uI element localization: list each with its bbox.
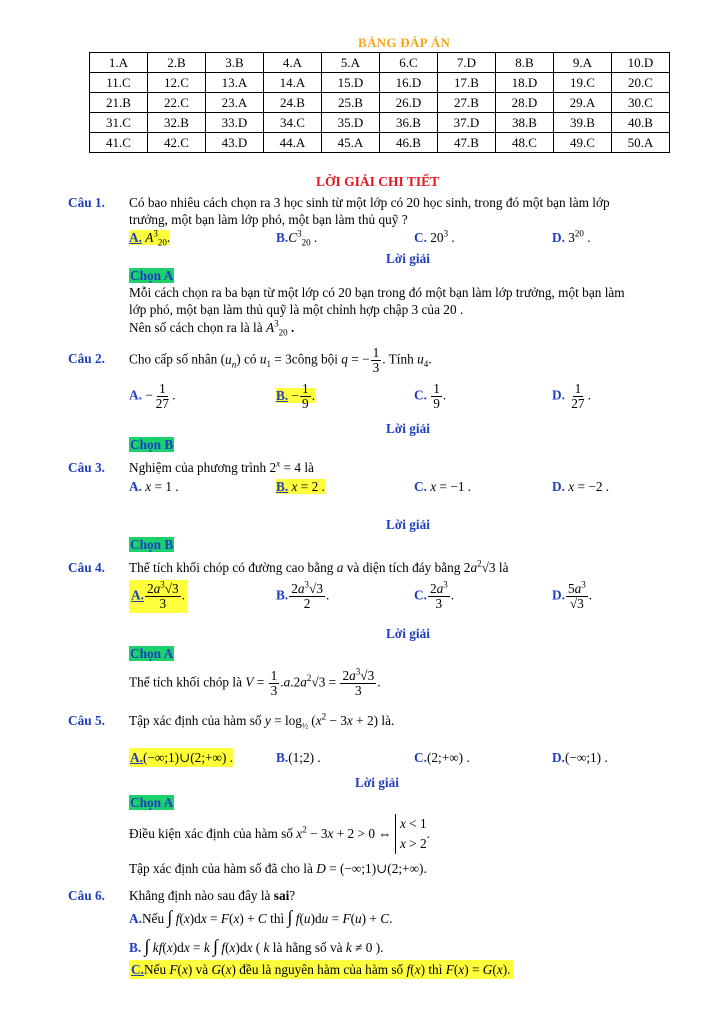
answer-table <box>89 52 670 153</box>
answer-row <box>90 133 670 153</box>
q6-option-c: C.Nếu F(x) và G(x) đều là nguyên hàm của hàm số f(x) thì F(x) = G(x). <box>131 962 511 977</box>
answer-cell: 17.B <box>438 73 496 93</box>
q4-sol: Thể tích khối chóp là V = $\frac{1}{3}$ $.a.2a^2√3$ = $\frac{2a^3√3}{3}$ . <box>129 666 381 698</box>
answer-row <box>90 53 670 73</box>
answer-cell: 13.A <box>206 73 264 93</box>
q4-number: Câu 4. <box>68 560 105 575</box>
answer-cell: 9.A <box>554 53 612 73</box>
answer-cell: 37.D <box>438 113 496 133</box>
answer-cell: 2.B <box>148 53 206 73</box>
q3-option-a: A. x = 1 . <box>129 479 179 494</box>
answer-cell: 41.C <box>90 133 148 153</box>
answer-cell: 38.B <box>496 113 554 133</box>
q1-option-a: A. $A^3_{20}$. <box>129 228 171 248</box>
q1-option-c: C. $20^3$ . <box>414 228 455 245</box>
q3-number: Câu 3. <box>68 460 105 475</box>
q1-chon: Chọn A <box>130 268 174 283</box>
q5-chon: Chọn A <box>130 795 174 810</box>
answer-cell: 24.B <box>264 93 322 113</box>
q2-option-d: D. $\frac{1}{27}$ . <box>552 381 591 411</box>
answer-cell: 18.D <box>496 73 554 93</box>
q2-loi-giai: Lời giải <box>386 421 430 436</box>
q1-sol-3: Nên số cách chọn ra là là $A^3_{20}$ . <box>129 318 295 338</box>
q1-loi-giai: Lời giải <box>386 251 430 266</box>
q1-sol-2: lớp phó, một bạn làm thủ quỹ là một chỉnh hợp chập 3 của 20 . <box>129 302 464 317</box>
q3-option-b: B. x = 2 . <box>276 479 325 494</box>
answer-cell: 30.C <box>612 93 670 113</box>
q1-text-1: Có bao nhiêu cách chọn ra 3 học sinh từ một lớp có 20 học sinh, trong đó một bạn làm lớp <box>129 195 610 210</box>
answer-cell: 49.C <box>554 133 612 153</box>
answer-cell: 23.A <box>206 93 264 113</box>
q3-chon: Chọn B <box>130 537 174 552</box>
answer-cell: 4.A <box>264 53 322 73</box>
answer-cell: 7.D <box>438 53 496 73</box>
q2-number: Câu 2. <box>68 351 105 366</box>
answer-cell: 16.D <box>380 73 438 93</box>
q1-option-b: $B.C^3_{20}$ . <box>276 228 318 248</box>
q4-chon: Chọn A <box>130 646 174 661</box>
q1-sol-1: Mỗi cách chọn ra ba bạn từ một lớp có 20 bạn trong đó một bạn làm lớp trưởng, một bạn làm <box>129 285 625 300</box>
q4-option-a: A. $\frac{2a^3√3}{3}$ . <box>131 579 186 611</box>
answer-cell: 19.C <box>554 73 612 93</box>
answer-cell: 22.C <box>148 93 206 113</box>
answer-cell: 14.A <box>264 73 322 93</box>
answer-cell: 5.A <box>322 53 380 73</box>
q5-option-a: A.(−∞;1)∪(2;+∞) . <box>130 750 234 765</box>
answer-row <box>90 93 670 113</box>
answer-cell: 36.B <box>380 113 438 133</box>
solutions-title: LỜI GIẢI CHI TIẾT <box>316 174 440 189</box>
answer-cell: 28.D <box>496 93 554 113</box>
q2-text: Cho cấp số nhân $(u_n)$ có $u_1$ = 3công bội q = − $\frac{1}{3}$ . Tính $u_4$. <box>129 345 432 375</box>
answer-cell: 3.B <box>206 53 264 73</box>
q3-option-c: C. x = −1 . <box>414 479 472 494</box>
answer-cell: 47.B <box>438 133 496 153</box>
q6-option-a: A.Nếu ∫ f(x)dx = F(x) + C thì ∫ f(u)du = F(u) + C. <box>129 907 393 927</box>
answer-cell: 42.C <box>148 133 206 153</box>
q4-option-c: C. $\frac{2a^3}{3}$ . <box>414 579 455 611</box>
answer-cell: 44.A <box>264 133 322 153</box>
q4-loi-giai: Lời giải <box>386 626 430 641</box>
q4-option-d: D. $\frac{5a^3}{√3}$ . <box>552 579 593 611</box>
q5-sol-1: Điều kiện xác định của hàm số $x^2 - 3x + 2 > 0$ ⇔ x < 1 x > 2. <box>129 814 430 854</box>
q5-loi-giai: Lời giải <box>355 775 399 790</box>
q2-chon: Chọn B <box>130 437 174 452</box>
q6-number: Câu 6. <box>68 888 105 903</box>
q4-option-b: B. $\frac{2a^3√3}{2}$ . <box>276 579 330 611</box>
q5-option-b: B.(1;2) . <box>276 750 321 765</box>
q4-text: Thể tích khối chóp có đường cao bằng a và diện tích đáy bằng $2a^2√3$ là <box>129 558 509 575</box>
q1-option-d: D. $3^{20}$ . <box>552 228 591 245</box>
q3-text: Nghiệm của phương trình $2^x = 4$ là <box>129 458 314 475</box>
answer-cell: 32.B <box>148 113 206 133</box>
answer-cell: 39.B <box>554 113 612 133</box>
q3-option-d: D. x = −2 . <box>552 479 610 494</box>
answer-cell: 20.C <box>612 73 670 93</box>
q5-option-c: C.(2;+∞) . <box>414 750 470 765</box>
answer-cell: 46.B <box>380 133 438 153</box>
answer-cell: 25.B <box>322 93 380 113</box>
answer-cell: 31.C <box>90 113 148 133</box>
q5-sol-2: Tập xác định của hàm số đã cho là D = (−∞;1)∪(2;+∞). <box>129 861 427 876</box>
answer-row <box>90 73 670 93</box>
q1-number: Câu 1. <box>68 195 105 210</box>
answer-cell: 11.C <box>90 73 148 93</box>
q5-text: Tập xác định của hàm số $y = \log_{\frac{1}{2}} (x^2 - 3x + 2)$ là. <box>129 711 395 731</box>
answer-table-title: BẢNG ĐÁP ÁN <box>358 35 451 50</box>
answer-row <box>90 113 670 133</box>
q1-text-2: trưởng, một bạn làm lớp phó, một bạn làm thủ quỹ ? <box>129 212 408 227</box>
q2-option-b: B. − $\frac{1}{9}$ . <box>276 381 316 411</box>
answer-cell: 29.A <box>554 93 612 113</box>
q5-option-d: D.(−∞;1) . <box>552 750 608 765</box>
answer-cell: 50.A <box>612 133 670 153</box>
answer-cell: 40.B <box>612 113 670 133</box>
answer-cell: 33.D <box>206 113 264 133</box>
q6-text: Khẳng định nào sau đây là sai? <box>129 888 296 903</box>
answer-cell: 35.D <box>322 113 380 133</box>
answer-cell: 6.C <box>380 53 438 73</box>
answer-cell: 34.C <box>264 113 322 133</box>
answer-cell: 21.B <box>90 93 148 113</box>
q2-option-c: C. $\frac{1}{9}$ . <box>414 381 447 411</box>
answer-cell: 1.A <box>90 53 148 73</box>
q3-loi-giai: Lời giải <box>386 517 430 532</box>
answer-cell: 26.D <box>380 93 438 113</box>
answer-cell: 15.D <box>322 73 380 93</box>
answer-cell: 12.C <box>148 73 206 93</box>
answer-cell: 10.D <box>612 53 670 73</box>
answer-cell: 43.D <box>206 133 264 153</box>
q2-option-a: A. − $\frac{1}{27}$ . <box>129 381 176 411</box>
q5-number: Câu 5. <box>68 713 105 728</box>
answer-cell: 27.B <box>438 93 496 113</box>
answer-cell: 48.C <box>496 133 554 153</box>
answer-cell: 45.A <box>322 133 380 153</box>
q6-option-b: B. ∫ kf(x)dx = k ∫ f(x)dx ( k là hằng số và k ≠ 0 ). <box>129 936 384 956</box>
answer-cell: 8.B <box>496 53 554 73</box>
